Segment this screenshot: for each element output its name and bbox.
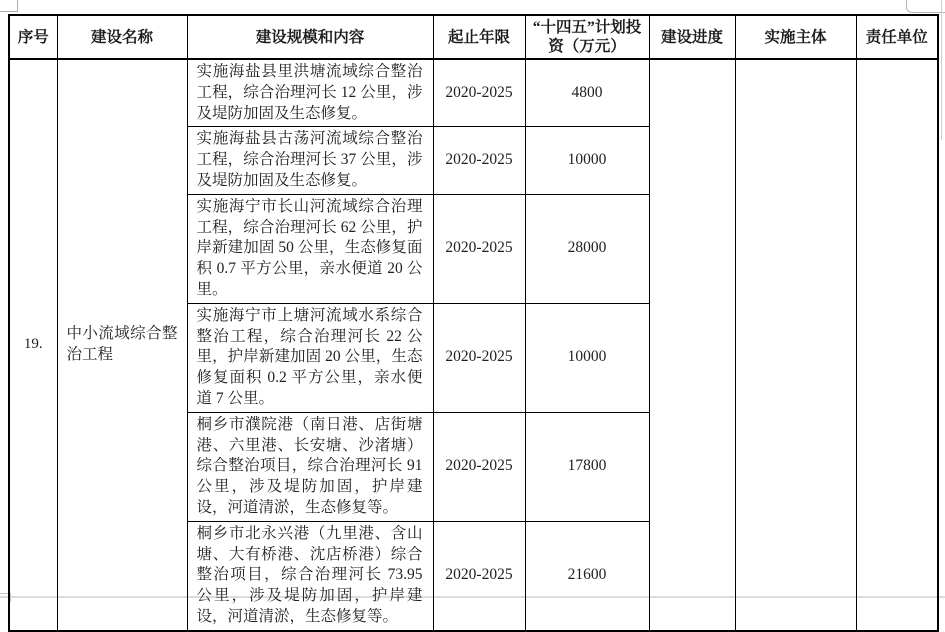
- col-header-responsible: 责任单位: [856, 15, 938, 59]
- col-header-project-name: 建设名称: [57, 15, 187, 59]
- page-corner-artifact-top-left: [0, 0, 18, 12]
- period-cell: 2020-2025: [433, 59, 525, 127]
- investment-cell: 17800: [525, 412, 649, 521]
- period-cell: 2020-2025: [433, 521, 525, 630]
- scale-content-cell: 实施海盐县古荡河流域综合整治工程，综合治理河长 37 公里，涉及堤防加固及生态修复。: [187, 127, 433, 194]
- investment-cell: 4800: [525, 59, 649, 127]
- col-header-serial: 序号: [9, 15, 57, 59]
- table-row: [9, 59, 938, 127]
- investment-cell: 10000: [525, 303, 649, 412]
- header-row: [9, 15, 938, 59]
- projects-table: [8, 14, 939, 632]
- period-cell: 2020-2025: [433, 127, 525, 194]
- col-header-progress: 建设进度: [649, 15, 735, 59]
- project-name-cell: 中小流域综合整治工程: [57, 59, 187, 631]
- responsible-cell: [856, 59, 938, 631]
- investment-cell: 21600: [525, 521, 649, 630]
- page-corner-artifact-top-right: [906, 0, 945, 13]
- col-header-period: 起止年限: [433, 15, 525, 59]
- col-header-scale-content: 建设规模和内容: [187, 15, 433, 59]
- investment-cell: 10000: [525, 127, 649, 194]
- scale-content-cell: 实施海宁市长山河流域综合治理工程，综合治理河长 62 公里，护岸新建加固 50 公里，生态修复面积 0.7 平方公里，亲水便道 20 公里。: [187, 194, 433, 303]
- scale-content-cell: 桐乡市濮院港（南日港、店街塘港、六里港、长安塘、沙渚塘）综合整治项目，综合治理河长 91 公里，涉及堤防加固，护岸建设，河道清淤，生态修复等。: [187, 412, 433, 521]
- entity-cell: [735, 59, 856, 631]
- investment-cell: 28000: [525, 194, 649, 303]
- period-cell: 2020-2025: [433, 303, 525, 412]
- scale-content-cell: 实施海盐县里洪塘流域综合整治工程，综合治理河长 12 公里，涉及堤防加固及生态修复。: [187, 59, 433, 127]
- progress-cell: [649, 59, 735, 631]
- scale-content-cell: 桐乡市北永兴港（九里港、含山塘、大有桥港、沈店桥港）综合整治项目，综合治理河长 73.95 公里，涉及堤防加固，护岸建设，河道清淤，生态修复等。: [187, 521, 433, 630]
- period-cell: 2020-2025: [433, 194, 525, 303]
- page-edge-line-right: [941, 0, 942, 140]
- scale-content-cell: 实施海宁市上塘河流域水系综合整治工程，综合治理河长 22 公里，护岸新建加固 20 公里，生态修复面积 0.2 平方公里，亲水便道 7 公里。: [187, 303, 433, 412]
- col-header-entity: 实施主体: [735, 15, 856, 59]
- period-cell: 2020-2025: [433, 412, 525, 521]
- serial-cell: 19.: [9, 59, 57, 631]
- col-header-investment: “十四五”计划投资（万元）: [525, 15, 649, 59]
